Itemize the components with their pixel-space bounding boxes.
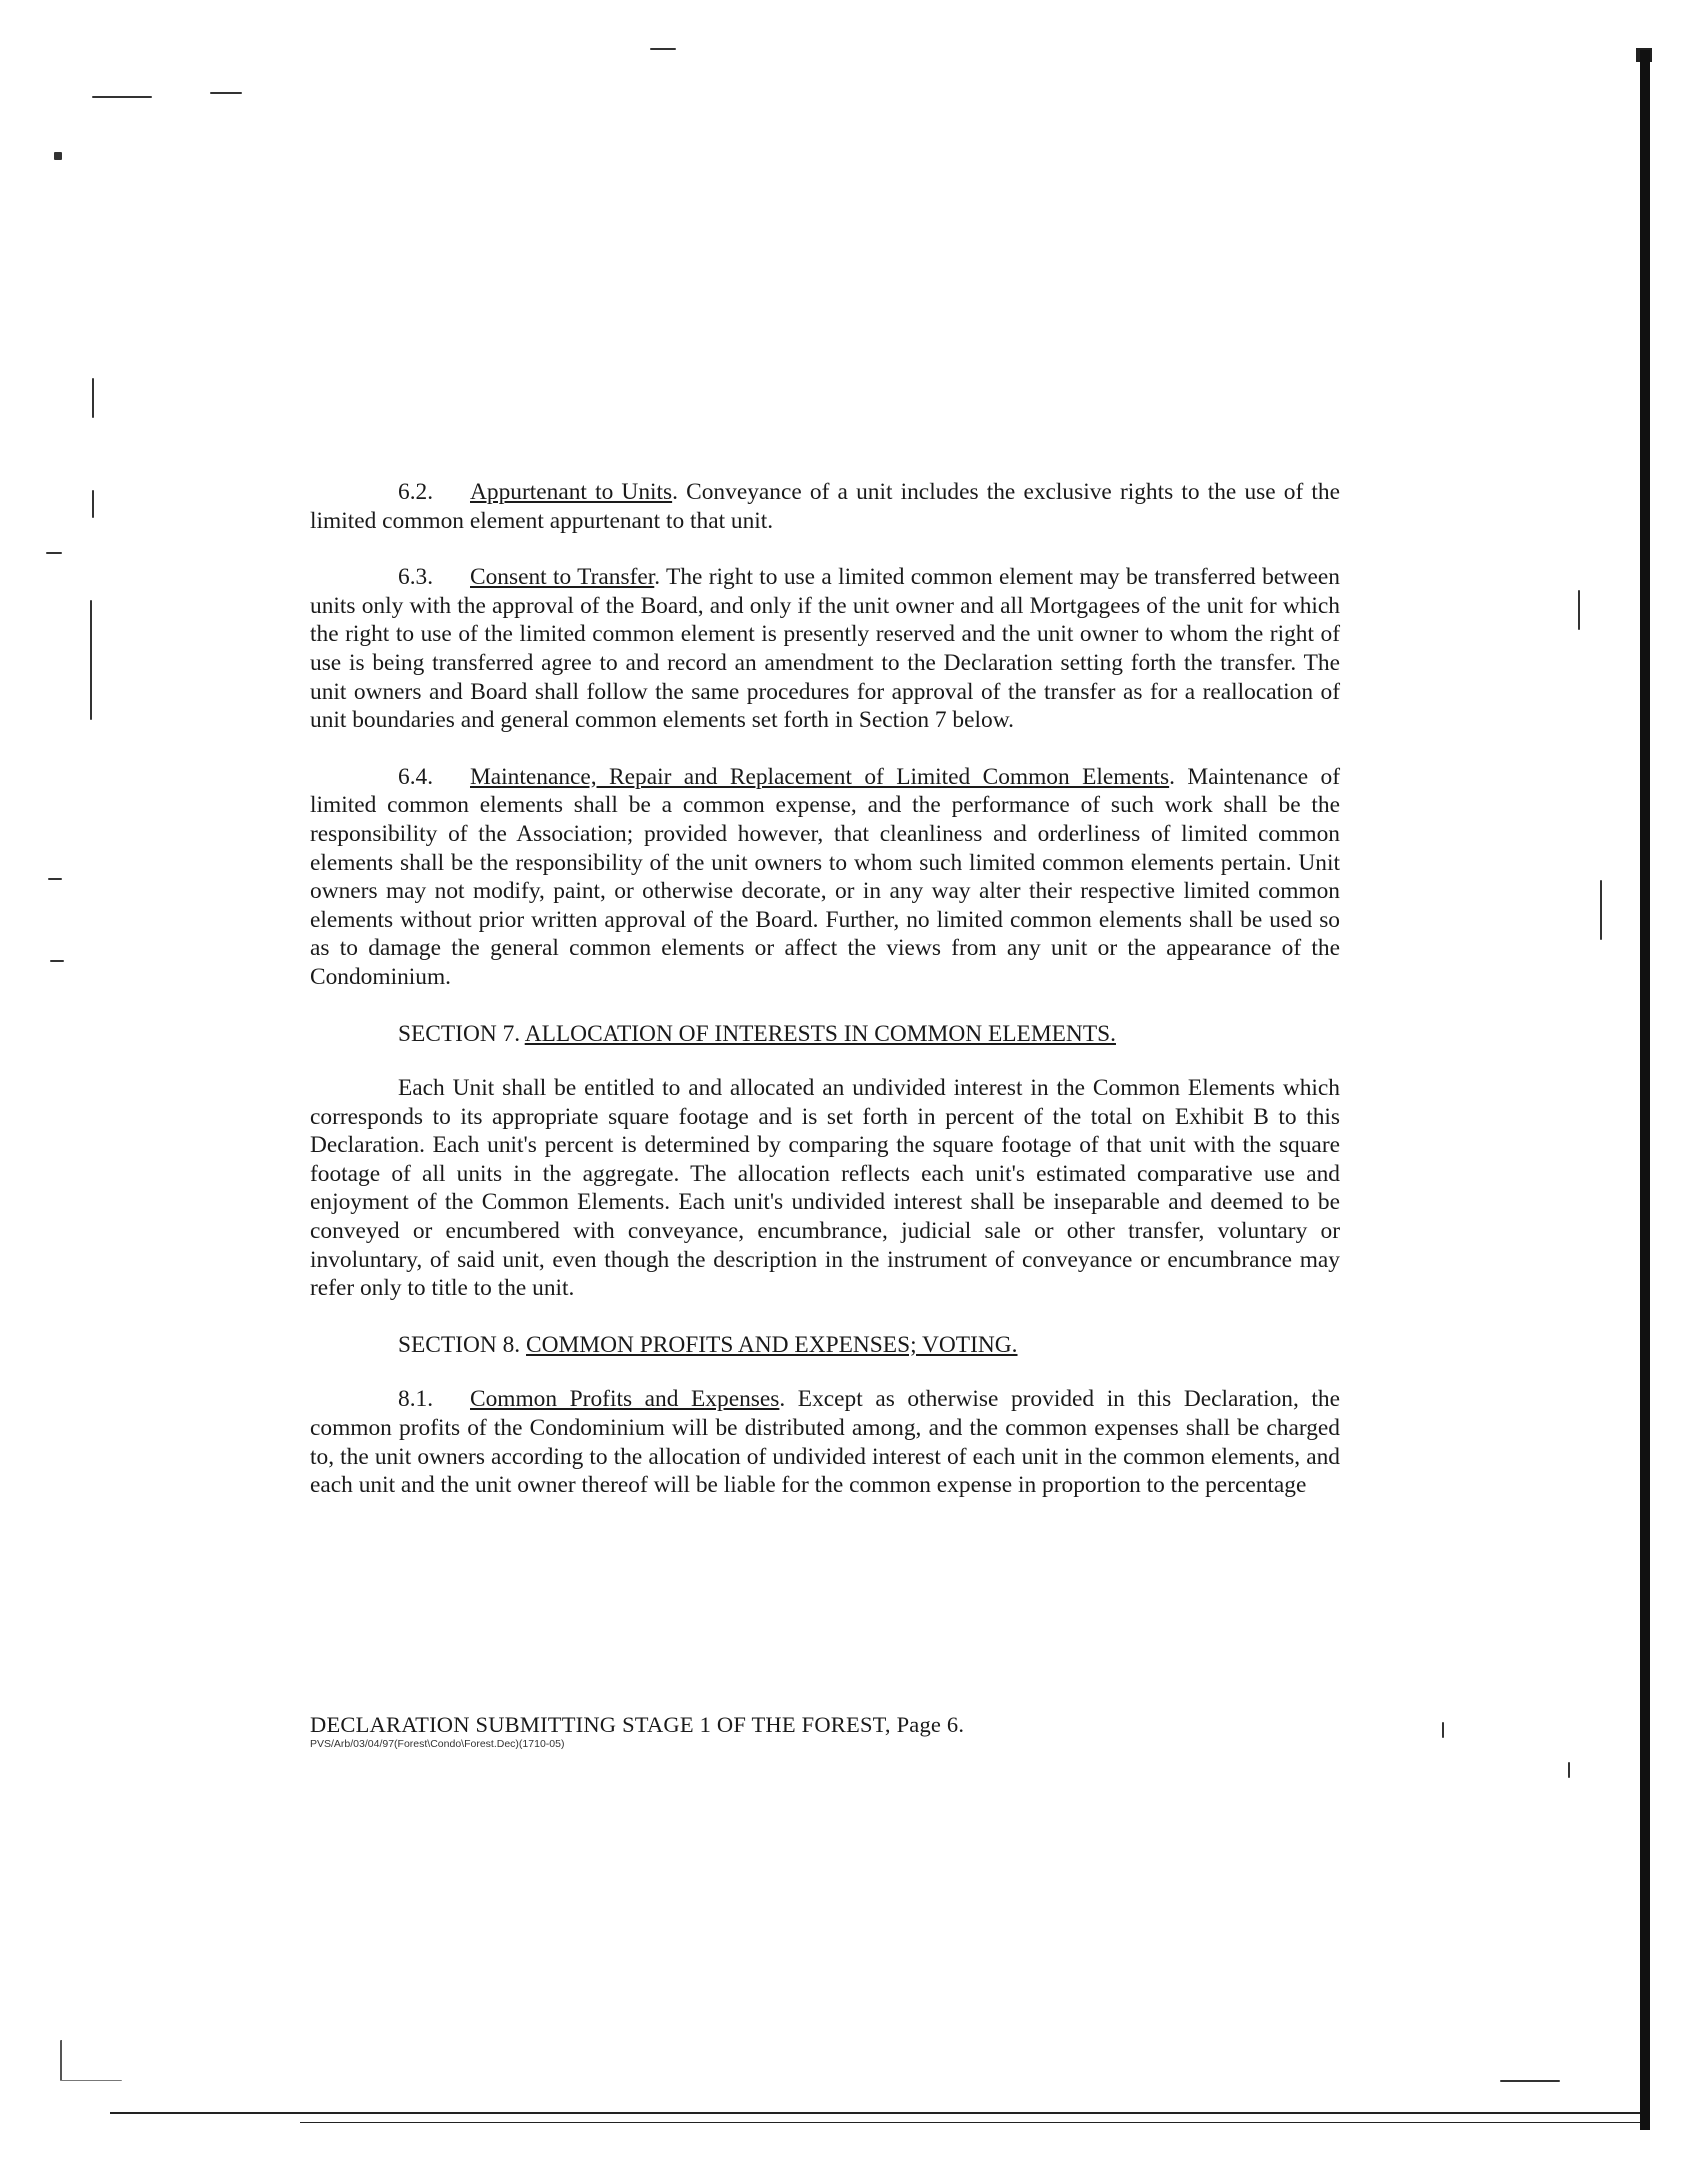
section-label: SECTION 8. xyxy=(398,1331,521,1358)
scan-speck xyxy=(1600,880,1602,940)
scan-speck xyxy=(1442,1722,1444,1738)
section-title: ALLOCATION OF INTERESTS IN COMMON ELEMENTS. xyxy=(524,1020,1116,1047)
scan-speck xyxy=(92,96,152,98)
scan-edge-bar xyxy=(1640,50,1650,2130)
scan-speck xyxy=(50,960,64,962)
section-7-heading xyxy=(398,1020,1340,1049)
scan-speck xyxy=(1578,590,1580,630)
page-footer xyxy=(310,1712,1340,1751)
section-text: . Conveyance of a unit includes the exclusive rights to the use of the limited common element appurtenant to that unit. xyxy=(310,479,1341,534)
scan-speck xyxy=(210,92,242,94)
section-number: 6.2. xyxy=(398,479,434,505)
scan-speck xyxy=(92,378,94,418)
section-8-heading xyxy=(398,1331,1340,1360)
section-6-2 xyxy=(310,478,1340,535)
scan-speck xyxy=(48,878,62,880)
scan-speck xyxy=(650,48,676,50)
section-text: . The right to use a limited common element may be transferred between units only with the approval of the Board, and only if the unit owner and all Mortgagees of the unit for which the right to use of the limited common element is presently reserved and the unit owner to whom the right of use is being transferred agree to and record an amendment to the Declaration setting forth the transfer. The unit owners and Board shall follow the same procedures for approval of the transfer as for a reallocation of unit boundaries and general common elements set forth in Section 7 below. xyxy=(310,564,1340,734)
section-text: . Maintenance of limited common elements shall be a common expense, and the performance of such work shall be the responsibility of the Association; provided however, that cleanliness and orderliness of limited common elements shall be the responsibility of the unit owners to whom such limited common elements pertain. Unit owners may not modify, paint, or otherwise decorate, or in any way alter their respective limited common elements without prior written approval of the Board. Further, no limited common elements shall be used so as to damage the general common elements or affect the views from any unit or the appearance of the Condominium. xyxy=(310,763,1340,990)
scan-speck xyxy=(1500,2080,1560,2082)
document-body xyxy=(310,478,1340,1528)
bottom-scan-rule-2 xyxy=(300,2122,1640,2123)
scan-speck xyxy=(92,490,94,518)
section-6-3 xyxy=(310,563,1340,735)
section-label: SECTION 7. xyxy=(398,1020,521,1047)
section-text: . Except as otherwise provided in this Declaration, the common profits of the Condominium will be distributed among, and the common expenses shall be charged to, the unit owners according to the allocation of undivided interest of each unit in the common elements, and each unit and the unit owner thereof will be liable for the common expense in proportion to the percentage xyxy=(310,1386,1340,1499)
section-title: Appurtenant to Units xyxy=(470,479,673,505)
scan-speck xyxy=(90,600,92,720)
scan-speck xyxy=(1568,1762,1570,1778)
section-8-1 xyxy=(310,1385,1340,1499)
footer-title: DECLARATION SUBMITTING STAGE 1 OF THE FOREST, Page 6. xyxy=(310,1712,965,1737)
scan-speck xyxy=(46,552,62,554)
scan-speck xyxy=(60,2040,122,2081)
section-title: COMMON PROFITS AND EXPENSES; VOTING. xyxy=(526,1331,1018,1358)
section-number: 6.4. xyxy=(398,763,434,790)
scan-speck xyxy=(54,152,62,160)
section-7-body xyxy=(310,1074,1340,1303)
section-number: 6.3. xyxy=(398,564,434,591)
section-title: Maintenance, Repair and Replacement of Limited Common Elements xyxy=(470,763,1170,790)
section-number: 8.1. xyxy=(398,1386,434,1413)
bottom-scan-rule xyxy=(110,2112,1640,2114)
section-6-4 xyxy=(310,763,1340,992)
section-text: Each Unit shall be entitled to and allocated an undivided interest in the Common Elements which corresponds to its appropriate square footage and is set forth in percent of the total on Exhibit B to this Declaration. Each unit's percent is determined by comparing the square footage of that unit with the square footage of all units in the aggregate. The allocation reflects each unit's estimated comparative use and enjoyment of the Common Elements. Each unit's undivided interest shall be inseparable and deemed to be conveyed or encumbered with conveyance, encumbrance, judicial sale or other transfer, voluntary or involuntary, of said unit, even though the description in the instrument of conveyance or encumbrance may refer only to title to the unit. xyxy=(310,1075,1340,1302)
footer-file-reference: PVS/Arb/03/04/97(Forest\Condo\Forest.Dec)(1710-05) xyxy=(310,1738,565,1750)
section-title: Common Profits and Expenses xyxy=(470,1386,780,1413)
section-title: Consent to Transfer xyxy=(470,564,655,591)
